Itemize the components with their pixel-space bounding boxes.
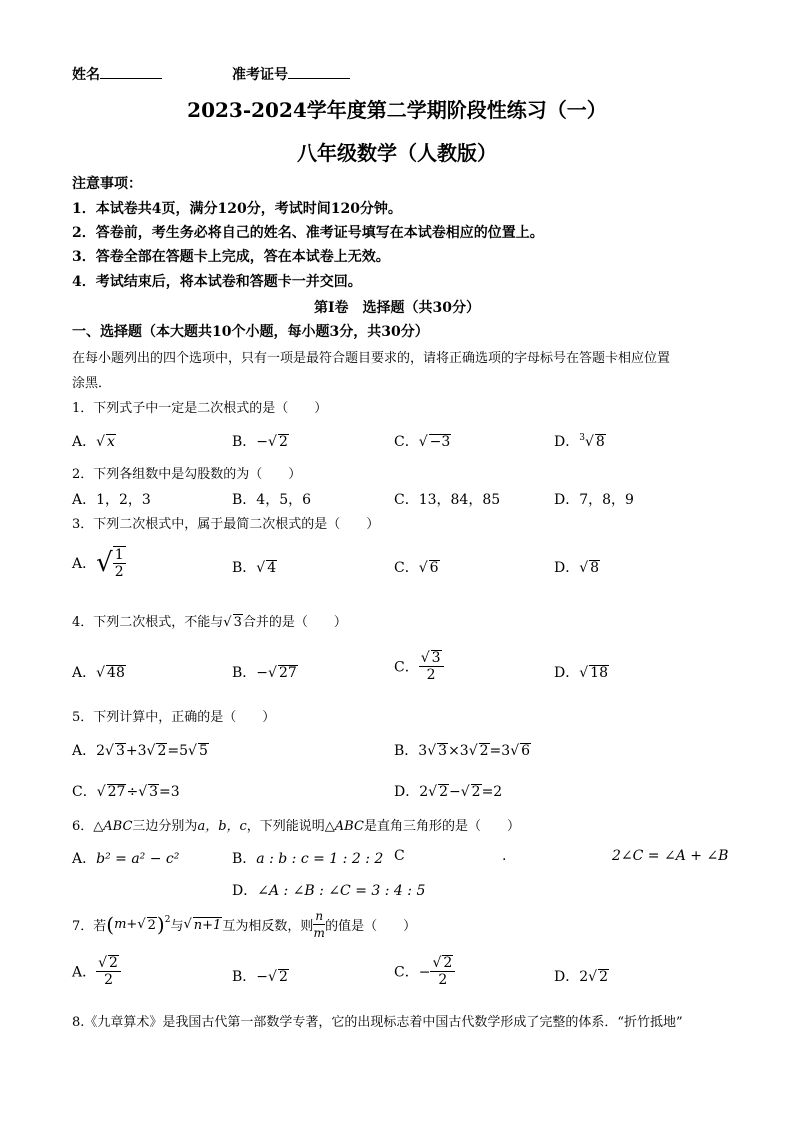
q5-option-b[interactable]: B．3√ 3×3√ 2=3√ 6 (394, 743, 531, 759)
note-item: 3．答卷全部在答题卡上完成，答在本试卷上无效。 (72, 249, 390, 265)
question-5-stem: 5．下列计算中，正确的是（ ） (72, 710, 276, 725)
question-8-stem: 8.《九章算术》是我国古代第一部数学专著，它的出现标志着中国古代数学形成了完整的体系．“折竹抵地” (72, 1015, 683, 1030)
q4-option-d[interactable]: D．√ 18 (554, 665, 608, 681)
question-3-stem: 3．下列二次根式中，属于最简二次根式的是（ ） (72, 517, 380, 532)
q4-c-fraction: $\frac{√ 3}{2}$ (419, 650, 444, 683)
q3-option-c[interactable]: C．√ 6 (394, 560, 439, 576)
note-item: 4．考试结束后，将本试卷和答题卡一并交回。 (72, 274, 362, 290)
notes-heading: 注意事项： (72, 176, 142, 192)
question-2-stem: 2．下列各组数中是勾股数的为（ ） (72, 467, 302, 482)
q7-option-b[interactable]: B．−√ 2 (232, 969, 288, 985)
id-label: 准考证号 (232, 67, 288, 83)
q4-option-b[interactable]: B．−√ 27 (232, 665, 297, 681)
question-6-stem: 6．△ABC三边分别为a，b，c，下列能说明△ABC是直角三角形的是（ ） (72, 819, 520, 834)
q4-option-a[interactable]: A．√ 48 (72, 665, 125, 681)
q1-option-b[interactable]: B．−√ 2 (232, 434, 288, 450)
q1-option-a[interactable]: A．√ x (72, 434, 115, 450)
q3-a-fraction: $\frac{1}{2}$ (114, 547, 124, 580)
q7-option-d[interactable]: D．2√ 2 (554, 969, 608, 985)
part-title: 一、选择题（本大题共10个小题，每小题3分，共30分） (72, 324, 429, 340)
q6-option-a[interactable]: A．b² = a² − c² (72, 851, 180, 867)
q2-option-c[interactable]: C．13，84，85 (394, 492, 501, 508)
name-label: 姓名 (72, 67, 100, 83)
q6-option-b[interactable]: B．a : b : c = 1 : 2 : 2 (232, 851, 384, 867)
note-item: 2．答卷前，考生务必将自己的姓名、准考证号填写在本试卷相应的位置上。 (72, 225, 544, 241)
volume-title: 第Ⅰ卷 选择题（共30分） (313, 300, 481, 316)
q3-option-d[interactable]: D．√ 8 (554, 560, 600, 576)
q5-option-c[interactable]: C．√ 27÷√ 3=3 (72, 784, 180, 800)
question-1-stem: 1．下列式子中一定是二次根式的是（ ） (72, 401, 328, 416)
id-field (232, 64, 350, 84)
q5-option-a[interactable]: A．2√ 3+3√ 2=5√ 5 (72, 743, 208, 759)
q7-option-a[interactable]: A． $\frac{√ 2}{2}$ (72, 955, 121, 988)
question-4-stem: 4．下列二次根式，不能与√ 3合并的是（ ） (72, 615, 347, 630)
instruction-line: 涂黑． (72, 376, 112, 391)
q6-option-c-expr[interactable]: 2∠C = ∠A + ∠B (612, 848, 729, 864)
q6-option-d[interactable]: D．∠A : ∠B : ∠C = 3 : 4 : 5 (232, 883, 426, 899)
q5-option-d[interactable]: D．2√ 2−√ 2=2 (394, 784, 503, 800)
q1-option-c[interactable]: C．√ −3 (394, 434, 451, 450)
page-title: 2023-2024学年度第二学期阶段性练习（一） (187, 98, 607, 122)
q6-option-c-dot: . (502, 848, 507, 864)
q2-option-b[interactable]: B．4，5，6 (232, 492, 312, 508)
q6-option-c-label[interactable]: C (394, 848, 405, 864)
name-blank[interactable] (100, 66, 162, 79)
page-subtitle: 八年级数学（人教版） (297, 141, 497, 165)
q7-option-c[interactable]: C．− $\frac{√ 2}{2}$ (394, 955, 455, 988)
name-field (72, 64, 162, 84)
q1-option-d[interactable]: D．$^3$√ 8 (554, 433, 605, 450)
instruction-line: 在每小题列出的四个选项中，只有一项是最符合题目要求的，请将正确选项的字母标号在答题卡相应位置 (72, 351, 671, 366)
q2-option-a[interactable]: A．1，2，3 (72, 492, 151, 508)
question-7-stem: 7．若(m+√ 2)$^2$与√ n+1互为相反数，则 $\frac{n}{m}$ 的值是（ ） (72, 909, 417, 940)
q2-option-d[interactable]: D．7，8，9 (554, 492, 634, 508)
note-item: 1．本试卷共4页，满分120分，考试时间120分钟。 (72, 201, 402, 217)
q3-option-a[interactable]: A．√ $\frac{1}{2}$ (72, 547, 124, 580)
q4-option-c[interactable]: C． $\frac{√ 3}{2}$ (394, 650, 444, 683)
q3-option-b[interactable]: B．√ 4 (232, 560, 277, 576)
id-blank[interactable] (288, 66, 350, 79)
